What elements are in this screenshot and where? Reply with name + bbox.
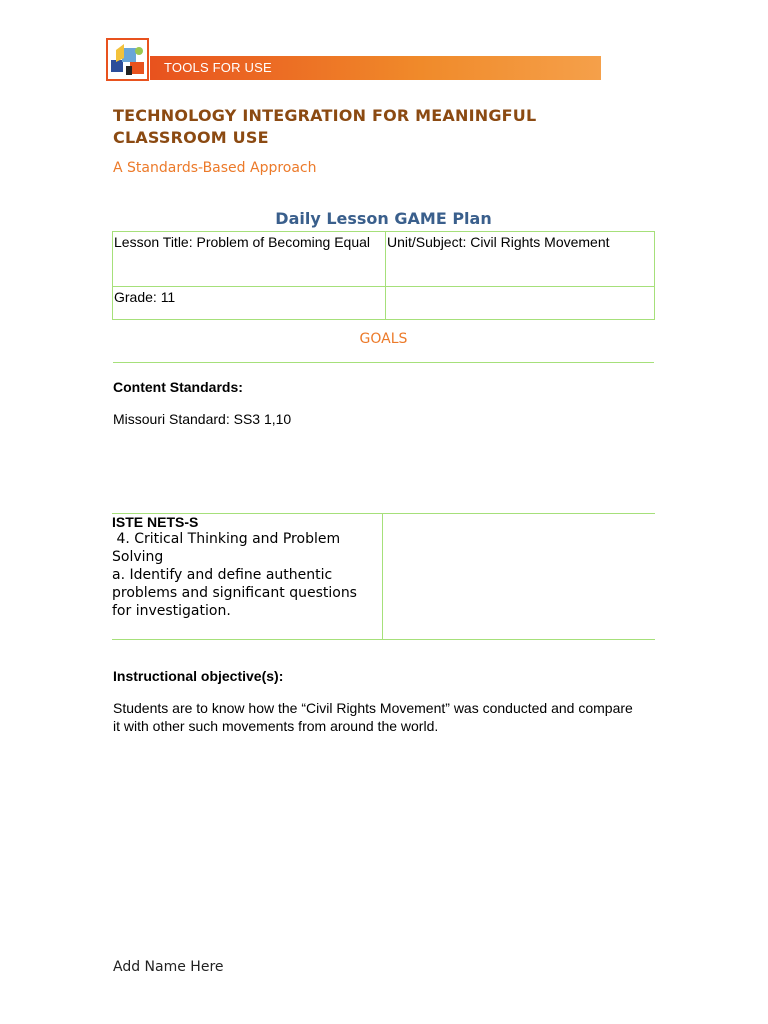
author-name-placeholder: Add Name Here bbox=[113, 959, 224, 975]
table-row bbox=[113, 232, 655, 287]
lesson-title-cell: Lesson Title: Problem of Becoming Equal bbox=[113, 232, 386, 287]
empty-cell bbox=[386, 287, 655, 320]
document-title: TECHNOLOGY INTEGRATION FOR MEANINGFUL CLASSROOM USE bbox=[113, 106, 537, 147]
document-subtitle: A Standards-Based Approach bbox=[113, 160, 317, 176]
instructional-objectives-label: Instructional objective(s): bbox=[113, 668, 284, 684]
tools-for-use-banner bbox=[106, 38, 601, 82]
goals-heading: GOALS bbox=[359, 331, 408, 347]
lesson-info-table bbox=[112, 231, 655, 320]
geometric-blocks-logo-icon bbox=[106, 38, 149, 81]
grade-cell: Grade: 11 bbox=[113, 287, 386, 320]
table-row bbox=[112, 514, 655, 640]
banner-label: TOOLS FOR USE bbox=[164, 60, 272, 75]
content-standards-label: Content Standards: bbox=[113, 379, 243, 395]
iste-left-cell bbox=[112, 514, 383, 640]
iste-nets-table bbox=[112, 513, 655, 640]
unit-subject-cell: Unit/Subject: Civil Rights Movement bbox=[386, 232, 655, 287]
plan-heading: Daily Lesson GAME Plan bbox=[275, 209, 492, 228]
iste-right-cell bbox=[383, 514, 656, 640]
iste-label: ISTE NETS-S bbox=[112, 514, 199, 530]
iste-standard-heading: 4. Critical Thinking and Problem Solving bbox=[112, 531, 345, 565]
goals-divider bbox=[113, 362, 654, 363]
instructional-objectives-text: Students are to know how the “Civil Rights Movement” was conducted and compare it with other such movements from around the world. bbox=[113, 700, 633, 734]
table-row bbox=[113, 287, 655, 320]
content-standards-value: Missouri Standard: SS3 1,10 bbox=[113, 411, 292, 427]
iste-standard-detail: a. Identify and define authentic problems and significant questions for investigation. bbox=[112, 567, 357, 619]
